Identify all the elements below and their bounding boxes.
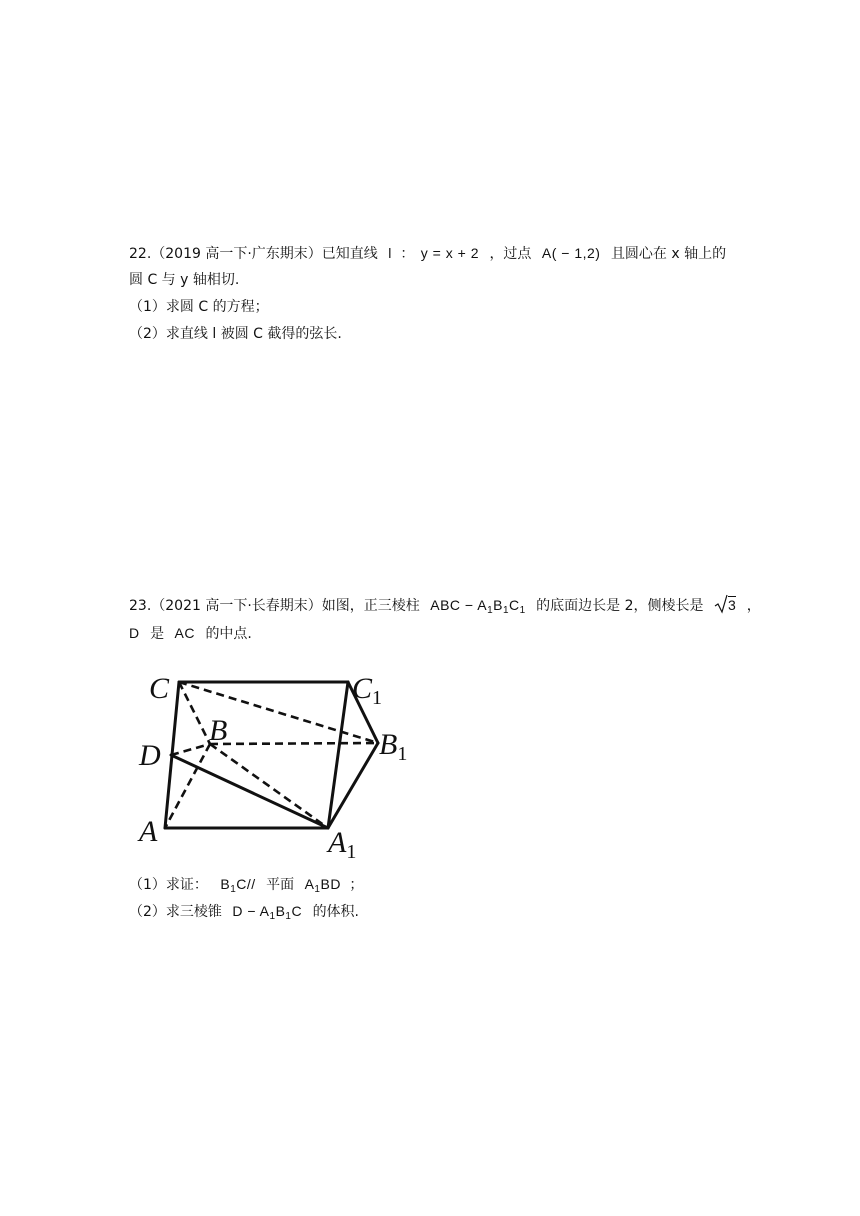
edge-d-a1 [171, 755, 328, 828]
problem-22-line-2 [129, 270, 239, 290]
label-a1: $A_1$ [328, 826, 357, 863]
pyramid-name: $D - A_1B_1C$ [232, 903, 303, 922]
label-c: C [149, 672, 170, 705]
plane-text: 平面 [266, 877, 295, 893]
problem-23-q2-suffix: 的体积. [312, 904, 360, 920]
midpoint-text: 的中点. [205, 626, 252, 642]
problem-23-line-1 [129, 594, 761, 614]
line-equation: y = x + 2 [420, 245, 479, 261]
problem-22-line-1 [129, 243, 726, 263]
sqrt-radical-icon [714, 594, 728, 614]
is-text: 是 [150, 626, 165, 642]
problem-22-q2-text: （2）求直线 l 被圆 C 截得的弦长. [129, 326, 342, 342]
problem-22-question-1 [129, 297, 269, 317]
edge-b1-a1 [328, 743, 378, 828]
semicolon: ； [349, 877, 364, 893]
problem-22-question-2 [129, 324, 342, 344]
problem-23-question-2 [129, 901, 359, 921]
problem-23-line-2 [129, 623, 252, 643]
edge-b-b1 [210, 743, 378, 744]
problem-23-mid: 的底面边长是 2，侧棱长是 [536, 598, 704, 614]
label-d: D [139, 739, 161, 772]
problem-23-q2-prefix: （2）求三棱锥 [129, 904, 222, 920]
label-b: B [209, 714, 228, 747]
point-a: A( − 1,2) [541, 245, 601, 261]
edge-d-b [171, 744, 210, 755]
prism-diagram [135, 664, 415, 864]
problem-22-q1-text: （1）求圆 C 的方程； [129, 299, 269, 315]
comma: ， [746, 598, 761, 614]
problem-22-mid: ，过点 [489, 246, 532, 262]
segment-b1c: $B_1C//$ [220, 876, 256, 895]
plane-a1bd: $A_1BD$ [304, 876, 341, 895]
edge-c1-a1 [328, 682, 348, 828]
problem-23-q1-prefix: （1）求证： [129, 877, 208, 893]
segment-ac: AC [174, 625, 195, 641]
problem-22-text-2: 圆 C 与 y 轴相切. [129, 272, 240, 288]
problem-23-question-1 [129, 874, 363, 894]
label-b1: $B_1$ [379, 728, 408, 765]
problem-22-prefix: 22.（2019 高一下·广东期末）已知直线 [129, 246, 378, 262]
edge-b-a1 [210, 744, 328, 828]
problem-23-prefix: 23.（2021 高一下·长春期末）如图，正三棱柱 [129, 598, 420, 614]
line-l: l [388, 245, 392, 261]
prism-name: ABC − $A_1B_1C_1$ [430, 597, 526, 616]
colon: ： [400, 246, 415, 262]
label-a: A [139, 815, 158, 848]
problem-22-suffix: 且圆心在 x 轴上的 [610, 246, 727, 262]
prism-figure [135, 664, 415, 864]
sqrt-three: 3 [714, 594, 736, 615]
label-c1: $C_1$ [352, 672, 383, 709]
point-d: D [129, 625, 140, 641]
